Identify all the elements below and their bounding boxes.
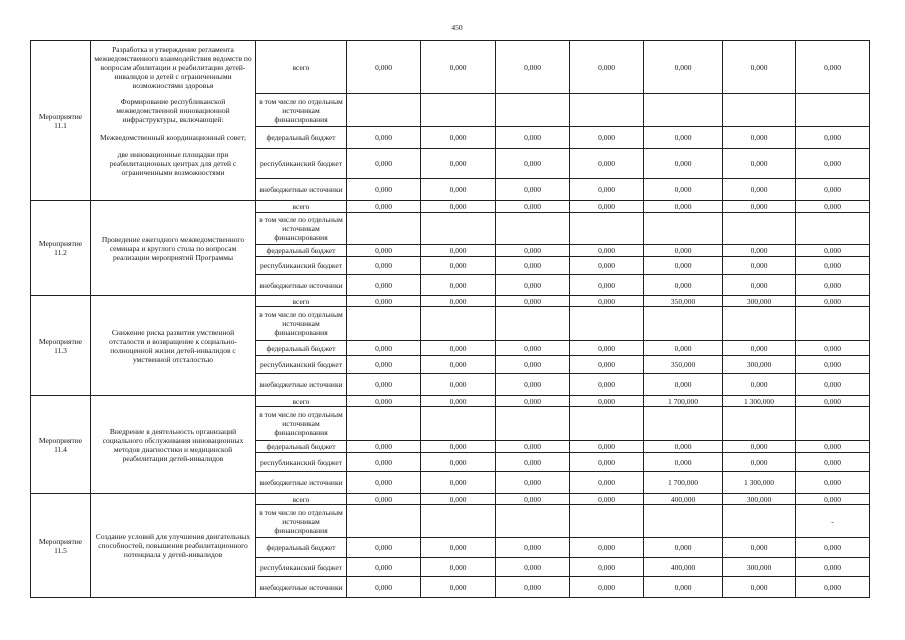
value-cell bbox=[723, 505, 796, 538]
value-cell: 0,000 bbox=[723, 245, 796, 257]
value-cell: 0,000 bbox=[496, 453, 570, 472]
value-cell: 1 300,000 bbox=[723, 472, 796, 494]
value-cell: 0,000 bbox=[421, 453, 496, 472]
description-cell: Создание условий для улучшения двигательных способностей, повышения реабилитационного потенциала у детей-инвалидов bbox=[91, 494, 256, 598]
value-cell: 0,000 bbox=[723, 453, 796, 472]
table-row bbox=[31, 94, 870, 127]
value-cell bbox=[644, 213, 723, 245]
value-cell: 0,000 bbox=[347, 257, 421, 275]
source-cell: в том числе по отдельным источникам финансирования bbox=[256, 505, 347, 538]
value-cell: 0,000 bbox=[644, 374, 723, 396]
value-cell bbox=[496, 307, 570, 341]
value-cell: 0,000 bbox=[570, 149, 644, 179]
value-cell: 0,000 bbox=[570, 396, 644, 407]
source-cell: республиканский бюджет bbox=[256, 558, 347, 577]
measure-number: 11.1 bbox=[54, 120, 67, 130]
value-cell: 0,000 bbox=[796, 374, 870, 396]
value-cell: 0,000 bbox=[644, 441, 723, 453]
value-cell: 0,000 bbox=[570, 245, 644, 257]
value-cell: 0,000 bbox=[421, 494, 496, 505]
description-cell: Межведомственный координационный совет; bbox=[91, 127, 256, 149]
source-cell: внебюджетные источники bbox=[256, 275, 347, 296]
value-cell: 0,000 bbox=[496, 179, 570, 201]
value-cell: 0,000 bbox=[496, 396, 570, 407]
value-cell: 0,000 bbox=[796, 538, 870, 558]
value-cell bbox=[570, 407, 644, 441]
value-cell: 0,000 bbox=[570, 356, 644, 374]
value-cell: 0,000 bbox=[496, 558, 570, 577]
table-row bbox=[31, 201, 870, 213]
value-cell: 0,000 bbox=[796, 149, 870, 179]
description-cell: Снижение риска развития умственной отсталости и возвращение к социально-полноценной жизни детей-инвалидов с умственной отсталостью bbox=[91, 296, 256, 396]
value-cell: 0,000 bbox=[496, 494, 570, 505]
value-cell: 400,000 bbox=[644, 494, 723, 505]
value-cell: 0,000 bbox=[723, 257, 796, 275]
table-row bbox=[31, 41, 870, 94]
description-cell bbox=[91, 179, 256, 201]
value-cell: 0,000 bbox=[796, 577, 870, 598]
value-cell: 0,000 bbox=[796, 494, 870, 505]
value-cell: 0,000 bbox=[421, 245, 496, 257]
value-cell: 0,000 bbox=[421, 296, 496, 307]
value-cell bbox=[796, 94, 870, 127]
value-cell bbox=[347, 307, 421, 341]
value-cell: 1 700,000 bbox=[644, 396, 723, 407]
value-cell: 0,000 bbox=[347, 396, 421, 407]
source-cell: республиканский бюджет bbox=[256, 356, 347, 374]
source-cell: федеральный бюджет bbox=[256, 127, 347, 149]
value-cell: 0,000 bbox=[796, 201, 870, 213]
value-cell: 0,000 bbox=[570, 127, 644, 149]
value-cell: 0,000 bbox=[496, 374, 570, 396]
measure-label-cell bbox=[31, 494, 91, 598]
value-cell: 0,000 bbox=[723, 577, 796, 598]
source-cell: внебюджетные источники bbox=[256, 179, 347, 201]
value-cell: 0,000 bbox=[347, 245, 421, 257]
value-cell bbox=[421, 94, 496, 127]
description-cell: Формирование республиканской межведомственной инновационной инфраструктуры, включающей: bbox=[91, 94, 256, 127]
value-cell bbox=[421, 407, 496, 441]
value-cell: 0,000 bbox=[796, 341, 870, 356]
value-cell: 0,000 bbox=[496, 257, 570, 275]
source-cell: республиканский бюджет bbox=[256, 257, 347, 275]
value-cell: 0,000 bbox=[644, 257, 723, 275]
value-cell: 0,000 bbox=[570, 472, 644, 494]
value-cell: 0,000 bbox=[644, 245, 723, 257]
value-cell: 0,000 bbox=[496, 149, 570, 179]
value-cell: 0,000 bbox=[570, 494, 644, 505]
value-cell bbox=[644, 94, 723, 127]
value-cell: 0,000 bbox=[796, 245, 870, 257]
value-cell: 300,000 bbox=[723, 558, 796, 577]
value-cell: 0,000 bbox=[796, 396, 870, 407]
value-cell: 0,000 bbox=[570, 558, 644, 577]
value-cell: 0,000 bbox=[796, 275, 870, 296]
value-cell: 0,000 bbox=[421, 275, 496, 296]
value-cell bbox=[347, 505, 421, 538]
value-cell: 0,000 bbox=[723, 538, 796, 558]
value-cell: 0,000 bbox=[421, 441, 496, 453]
value-cell: 0,000 bbox=[421, 41, 496, 94]
value-cell: 300,000 bbox=[723, 356, 796, 374]
source-cell: внебюджетные источники bbox=[256, 577, 347, 598]
value-cell: 350,000 bbox=[644, 356, 723, 374]
measure-word: Мероприятие bbox=[38, 111, 83, 121]
value-cell: 0,000 bbox=[644, 538, 723, 558]
value-cell: 0,000 bbox=[347, 356, 421, 374]
source-cell: внебюджетные источники bbox=[256, 472, 347, 494]
description-cell: Внедрение в деятельность организаций социального обслуживания инновационных методов диагностики и медицинской реабилитации детей-инвалидов bbox=[91, 396, 256, 494]
value-cell: 0,000 bbox=[347, 41, 421, 94]
value-cell: 0,000 bbox=[644, 275, 723, 296]
value-cell bbox=[347, 407, 421, 441]
value-cell: 0,000 bbox=[644, 341, 723, 356]
table-row bbox=[31, 149, 870, 179]
value-cell: 400,000 bbox=[644, 558, 723, 577]
value-cell bbox=[796, 213, 870, 245]
value-cell bbox=[421, 213, 496, 245]
measure-word: Мероприятие bbox=[38, 239, 83, 248]
measure-label-cell bbox=[31, 41, 91, 201]
source-cell: в том числе по отдельным источникам финансирования bbox=[256, 94, 347, 127]
value-cell: 0,000 bbox=[644, 201, 723, 213]
value-cell: 0,000 bbox=[644, 179, 723, 201]
value-cell: 0,000 bbox=[347, 201, 421, 213]
value-cell bbox=[570, 213, 644, 245]
value-cell: 0,000 bbox=[347, 453, 421, 472]
measure-number: 11.3 bbox=[54, 345, 67, 355]
value-cell: 0,000 bbox=[644, 127, 723, 149]
value-cell: 0,000 bbox=[644, 41, 723, 94]
value-cell: 0,000 bbox=[570, 275, 644, 296]
value-cell: 0,000 bbox=[421, 356, 496, 374]
table-row bbox=[31, 396, 870, 407]
source-cell: республиканский бюджет bbox=[256, 149, 347, 179]
value-cell: 0,000 bbox=[496, 538, 570, 558]
value-cell bbox=[644, 307, 723, 341]
source-cell: федеральный бюджет bbox=[256, 441, 347, 453]
source-cell: в том числе по отдельным источникам финансирования bbox=[256, 407, 347, 441]
value-cell: 0,000 bbox=[347, 374, 421, 396]
value-cell: 0,000 bbox=[347, 538, 421, 558]
source-cell: внебюджетные источники bbox=[256, 374, 347, 396]
description-cell: две инновационные площадки при реабилитационных центрах для детей с ограниченными возможностями bbox=[91, 149, 256, 179]
value-cell: 300,000 bbox=[723, 494, 796, 505]
value-cell: 0,000 bbox=[570, 441, 644, 453]
value-cell: 0,000 bbox=[796, 472, 870, 494]
value-cell: 0,000 bbox=[796, 558, 870, 577]
value-cell: 0,000 bbox=[723, 41, 796, 94]
value-cell: 0,000 bbox=[421, 179, 496, 201]
measure-word: Мероприятие bbox=[38, 336, 83, 346]
value-cell bbox=[644, 505, 723, 538]
value-cell: 0,000 bbox=[570, 374, 644, 396]
value-cell: 0,000 bbox=[496, 577, 570, 598]
value-cell: 0,000 bbox=[796, 257, 870, 275]
value-cell bbox=[421, 307, 496, 341]
measure-word: Мероприятие bbox=[38, 536, 83, 546]
value-cell: 350,000 bbox=[644, 296, 723, 307]
value-cell: 0,000 bbox=[347, 441, 421, 453]
value-cell: 0,000 bbox=[347, 494, 421, 505]
value-cell bbox=[723, 307, 796, 341]
value-cell: 0,000 bbox=[496, 341, 570, 356]
value-cell: 0,000 bbox=[570, 257, 644, 275]
value-cell: 0,000 bbox=[570, 538, 644, 558]
value-cell: 0,000 bbox=[570, 179, 644, 201]
value-cell: 0,000 bbox=[570, 453, 644, 472]
value-cell: 0,000 bbox=[723, 179, 796, 201]
value-cell: 0,000 bbox=[496, 127, 570, 149]
value-cell: 0,000 bbox=[496, 201, 570, 213]
value-cell: 0,000 bbox=[796, 127, 870, 149]
value-cell: 0,000 bbox=[570, 41, 644, 94]
value-cell: 0,000 bbox=[796, 356, 870, 374]
value-cell: 0,000 bbox=[723, 201, 796, 213]
value-cell: 0,000 bbox=[496, 245, 570, 257]
value-cell bbox=[347, 213, 421, 245]
value-cell: 0,000 bbox=[347, 472, 421, 494]
value-cell: 0,000 bbox=[796, 296, 870, 307]
value-cell: 0,000 bbox=[347, 179, 421, 201]
value-cell: 0,000 bbox=[496, 472, 570, 494]
value-cell: 0,000 bbox=[796, 453, 870, 472]
value-cell bbox=[496, 505, 570, 538]
source-cell: всего bbox=[256, 201, 347, 213]
value-cell: 0,000 bbox=[723, 149, 796, 179]
value-cell: 0,000 bbox=[496, 356, 570, 374]
measure-label-cell bbox=[31, 396, 91, 494]
value-cell: 0,000 bbox=[723, 127, 796, 149]
value-cell: 0,000 bbox=[347, 149, 421, 179]
value-cell: 0,000 bbox=[347, 275, 421, 296]
value-cell: 0,000 bbox=[570, 201, 644, 213]
value-cell: 0,000 bbox=[347, 127, 421, 149]
value-cell: 0,000 bbox=[421, 201, 496, 213]
measure-label-cell bbox=[31, 201, 91, 296]
value-cell bbox=[723, 407, 796, 441]
value-cell: 0,000 bbox=[421, 127, 496, 149]
measure-number: 11.5 bbox=[54, 545, 67, 555]
value-cell: 0,000 bbox=[496, 275, 570, 296]
value-cell bbox=[496, 213, 570, 245]
source-cell: в том числе по отдельным источникам финансирования bbox=[256, 307, 347, 341]
value-cell: 0,000 bbox=[644, 453, 723, 472]
source-cell: республиканский бюджет bbox=[256, 453, 347, 472]
value-cell bbox=[644, 407, 723, 441]
source-cell: федеральный бюджет bbox=[256, 245, 347, 257]
value-cell bbox=[723, 213, 796, 245]
value-cell bbox=[421, 505, 496, 538]
value-cell bbox=[723, 94, 796, 127]
value-cell: 0,000 bbox=[496, 41, 570, 94]
value-cell: 0,000 bbox=[644, 149, 723, 179]
value-cell: 0,000 bbox=[570, 577, 644, 598]
value-cell: 0,000 bbox=[421, 149, 496, 179]
value-cell bbox=[570, 307, 644, 341]
value-cell: 0,000 bbox=[723, 341, 796, 356]
value-cell bbox=[496, 94, 570, 127]
value-cell: 0,000 bbox=[644, 577, 723, 598]
table-body bbox=[31, 41, 870, 598]
value-cell: 0,000 bbox=[421, 374, 496, 396]
table-row bbox=[31, 179, 870, 201]
measure-number: 11.4 bbox=[54, 444, 67, 454]
description-cell: Разработка и утверждение регламента межведомственного взаимодействия ведомств по вопросам абилитации и реабилитации детей-инвалидов и детей с ограниченными возможностями здоровья bbox=[91, 41, 256, 94]
value-cell bbox=[496, 407, 570, 441]
value-cell: 0,000 bbox=[796, 179, 870, 201]
source-cell: федеральный бюджет bbox=[256, 538, 347, 558]
measure-word: Мероприятие bbox=[38, 435, 83, 445]
value-cell: 0,000 bbox=[570, 296, 644, 307]
source-cell: всего bbox=[256, 296, 347, 307]
value-cell: 0,000 bbox=[496, 296, 570, 307]
value-cell: 0,000 bbox=[421, 341, 496, 356]
value-cell: 300,000 bbox=[723, 296, 796, 307]
value-cell: 0,000 bbox=[347, 341, 421, 356]
source-cell: всего bbox=[256, 494, 347, 505]
value-cell bbox=[347, 94, 421, 127]
budget-table bbox=[30, 40, 870, 598]
table-row bbox=[31, 494, 870, 505]
value-cell: 0,000 bbox=[421, 538, 496, 558]
value-cell: 1 700,000 bbox=[644, 472, 723, 494]
source-cell: в том числе по отдельным источникам финансирования bbox=[256, 213, 347, 245]
table-row bbox=[31, 127, 870, 149]
value-cell: 0,000 bbox=[421, 257, 496, 275]
value-cell: 0,000 bbox=[421, 558, 496, 577]
page-number: 450 bbox=[451, 23, 463, 32]
value-cell: 0,000 bbox=[723, 374, 796, 396]
measure-label-cell bbox=[31, 296, 91, 396]
description-cell: Проведение ежегодного межведомственного семинара и круглого стола по вопросам реализации мероприятий Программы bbox=[91, 201, 256, 296]
value-cell bbox=[796, 407, 870, 441]
source-cell: всего bbox=[256, 41, 347, 94]
value-cell: 0,000 bbox=[723, 441, 796, 453]
value-cell: 0,000 bbox=[796, 441, 870, 453]
source-cell: всего bbox=[256, 396, 347, 407]
value-cell: 0,000 bbox=[421, 472, 496, 494]
measure-number: 11.2 bbox=[54, 248, 67, 257]
value-cell: 0,000 bbox=[796, 41, 870, 94]
value-cell: 0,000 bbox=[421, 396, 496, 407]
value-cell: 0,000 bbox=[347, 558, 421, 577]
value-cell: 0,000 bbox=[723, 275, 796, 296]
value-cell: 0,000 bbox=[347, 296, 421, 307]
value-cell bbox=[570, 505, 644, 538]
table-row bbox=[31, 296, 870, 307]
value-cell bbox=[570, 94, 644, 127]
value-cell: 0,000 bbox=[347, 577, 421, 598]
source-cell: федеральный бюджет bbox=[256, 341, 347, 356]
value-cell: - bbox=[796, 505, 870, 538]
value-cell bbox=[796, 307, 870, 341]
value-cell: 0,000 bbox=[496, 441, 570, 453]
value-cell: 0,000 bbox=[421, 577, 496, 598]
value-cell: 1 300,000 bbox=[723, 396, 796, 407]
value-cell: 0,000 bbox=[570, 341, 644, 356]
